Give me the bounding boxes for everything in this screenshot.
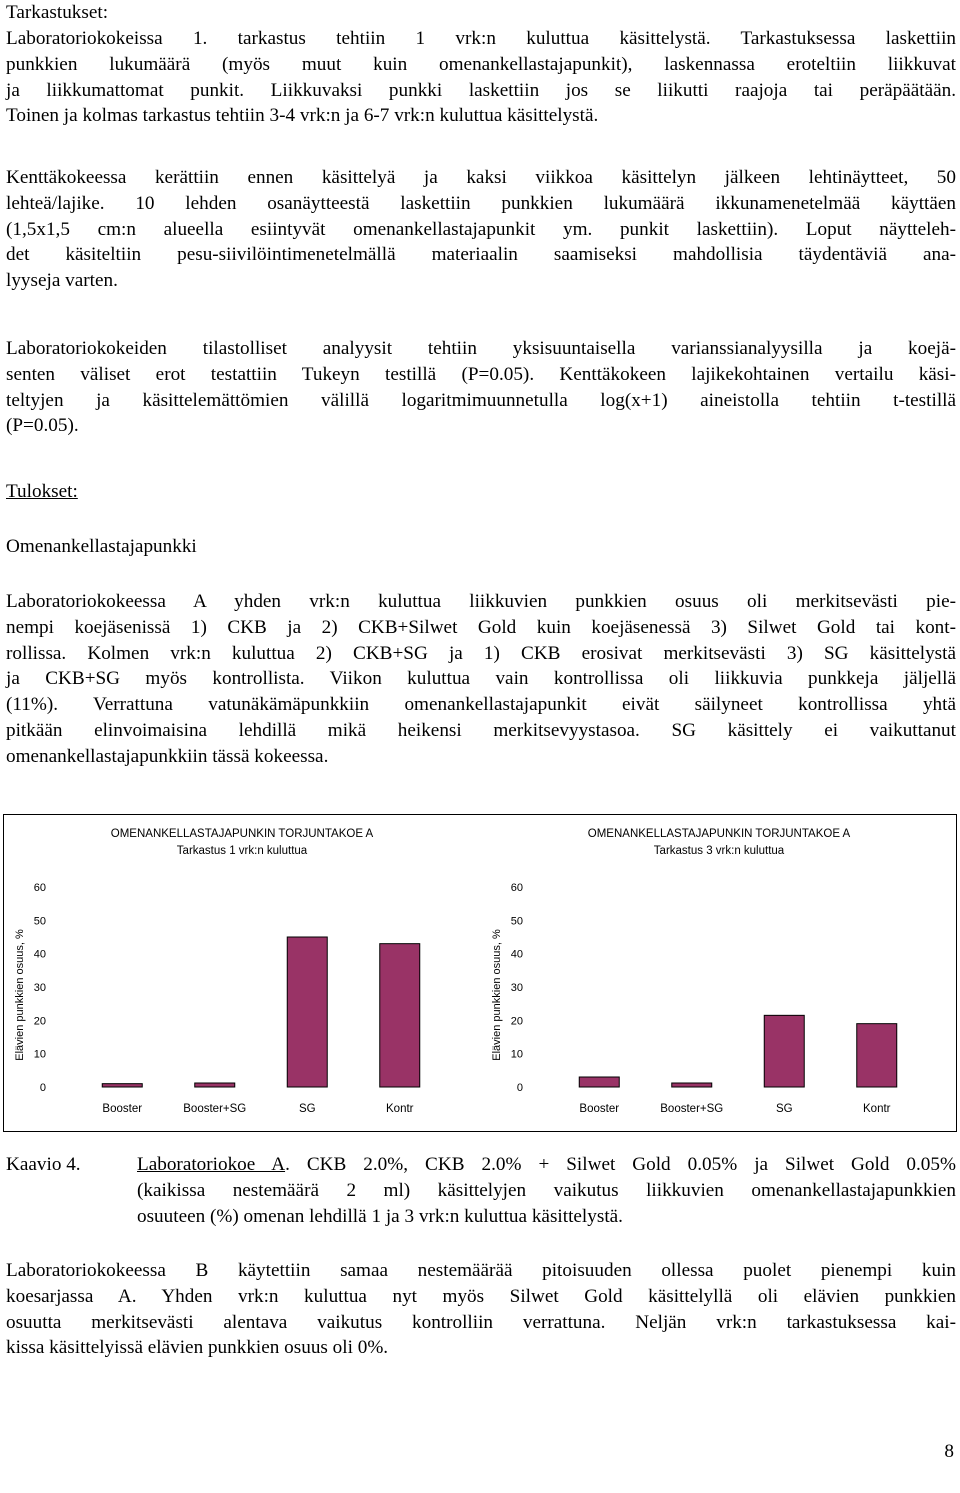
y-tick-label: 0	[39, 1082, 46, 1094]
text-line: ja liikkumattomat punkit. Liikkuvaksi punkki laskettiin jos se liikutti raajoja tai peräpäätään.	[6, 79, 956, 101]
caption-line: (kaikissa nestemäärä 2 ml) käsittelyjen vaikutus liikkuvien omenankellastajapunkkien	[137, 1179, 956, 1201]
text-line: rollissa. Kolmen vrk:n kuluttua 2) CKB+SG ja 1) CKB erosivat merkitsevästi 3) SG käsittelystä	[6, 642, 956, 664]
chart-right	[481, 815, 958, 1131]
chart-right-svg	[481, 815, 958, 1131]
x-tick-label: SG	[298, 1103, 316, 1115]
y-tick-label: 60	[33, 882, 46, 894]
bar	[287, 937, 327, 1087]
x-tick-label: Booster+SG	[660, 1103, 724, 1115]
bar	[195, 1083, 235, 1087]
chart-title: OMENANKELLASTAJAPUNKIN TORJUNTAKOE A	[587, 828, 851, 840]
figure-box	[3, 814, 957, 1132]
x-tick-label: Booster+SG	[183, 1103, 247, 1115]
chart-subtitle: Tarkastus 3 vrk:n kuluttua	[653, 845, 785, 857]
chart-title: OMENANKELLASTAJAPUNKIN TORJUNTAKOE A	[110, 828, 374, 840]
text-line: senten väliset erot testattiin Tukeyn testillä (P=0.05). Kenttäkokeen lajikekohtainen vertailu käsi-	[6, 363, 956, 385]
figure-caption	[137, 1152, 956, 1229]
text-line: osuutta merkitsevästi alentava vaikutus kontrolliin verrattuna. Neljän vrk:n tarkastuksessa kai-	[6, 1311, 956, 1333]
text-line: Toinen ja kolmas tarkastus tehtiin 3-4 vrk:n ja 6-7 vrk:n kuluttua käsittelystä.	[6, 105, 599, 127]
paragraph-kenttakoe	[6, 165, 956, 294]
text-line: koesarjassa A. Yhden vrk:n kuluttua nyt myös Silwet Gold käsittelyllä oli elävien punkkien	[6, 1285, 956, 1307]
x-tick-label: Booster	[579, 1103, 620, 1115]
text-line: pitkään elinvoimaisina lehdillä mikä heikensi merkitsevyystasoa. SG käsittely ei vaikuttanut	[6, 719, 956, 741]
text-line: Laboratoriokokeessa B käytettiin samaa nestemäärää pitoisuuden ollessa puolet pienempi kuin	[6, 1260, 956, 1281]
text-line: (P=0.05).	[6, 415, 79, 437]
text-line: nempi koejäsenissä 1) CKB ja 2) CKB+Silwet Gold kuin koejäsenessä 3) Silwet Gold tai kont-	[6, 616, 956, 638]
text-line: omenankellastajapunkkiin tässä kokeessa.	[6, 745, 329, 767]
text-line: lehteä/lajike. 10 lehden osanäytteestä laskettiin punkkien lukumäärä ikkunamenetelmää käyttäen	[6, 192, 956, 214]
paragraph-tilastot	[6, 336, 956, 439]
caption-line: osuuteen (%) omenan lehdillä 1 ja 3 vrk:n kuluttua käsittelystä.	[137, 1205, 623, 1227]
paragraph-koe-a	[6, 589, 956, 770]
section-title-tarkastukset: Tarkastukset:	[6, 2, 109, 23]
page-number: 8	[944, 1441, 954, 1462]
text-line: (1,5x1,5 cm:n alueella esiintyvät omenankellastajapunkit ym. punkit laskettiin). Loput näytteleh-	[6, 218, 956, 240]
text-line: Laboratoriokokeessa A yhden vrk:n kuluttua liikkuvien punkkien osuus oli merkitsevästi pie-	[6, 591, 956, 612]
x-tick-label: Booster	[102, 1103, 143, 1115]
y-tick-label: 10	[510, 1048, 523, 1061]
chart-left-svg	[4, 815, 481, 1131]
y-tick-label: 30	[510, 982, 523, 994]
page	[6, 0, 956, 1493]
bar	[102, 1084, 142, 1087]
text-line: teltyjen ja käsittelemättömien välillä logaritmimuunnetulla log(x+1) aineistolla tehtiin t-testillä	[6, 389, 956, 411]
y-tick-label: 40	[33, 948, 46, 961]
text-line: det käsiteltiin pesu-siivilöintimenetelmällä materiaalin saamiseksi mahdollisia täydentäviä ana-	[6, 244, 956, 266]
text-line: ja CKB+SG myös kontrollista. Viikon kuluttua vain kontrollissa oli liikkuvia punkkeja jäljellä	[6, 668, 956, 690]
y-tick-label: 50	[33, 915, 46, 928]
chart-left	[4, 815, 481, 1131]
y-tick-label: 10	[33, 1048, 46, 1061]
x-tick-label: Kontr	[386, 1103, 414, 1115]
y-tick-label: 0	[516, 1082, 523, 1094]
text-line: Laboratoriokokeiden tilastolliset analyysit tehtiin yksisuuntaisella varianssianalyysilla ja koejä-	[6, 338, 956, 359]
text-line: punkkien lukumäärä (myös muut kuin omenankellastajapunkit), laskennassa eroteltiin liikkuvat	[6, 53, 956, 75]
figure-caption-label: Kaavio 4.	[6, 1154, 81, 1175]
chart-subtitle: Tarkastus 1 vrk:n kuluttua	[176, 845, 308, 857]
x-tick-label: SG	[775, 1103, 793, 1115]
caption-line	[137, 1152, 956, 1178]
y-axis-label: Elävien punkkien osuus, %	[14, 929, 26, 1061]
y-axis-label: Elävien punkkien osuus, %	[491, 929, 503, 1061]
text-line: Laboratoriokokeissa 1. tarkastus tehtiin 1 vrk:n kuluttua käsittelystä. Tarkastuksessa laskettiin	[6, 28, 956, 49]
text-line: (11%). Verrattuna vatunäkämäpunkkiin omenankellastajapunkit eivät säilyneet kontrollissa yhtä	[6, 694, 956, 716]
bar	[579, 1077, 619, 1087]
text-line: kissa käsittelyissä elävien punkkien osuus oli 0%.	[6, 1337, 389, 1359]
y-tick-label: 20	[510, 1015, 523, 1028]
text-line: lyyseja varten.	[6, 270, 118, 292]
bar	[857, 1024, 897, 1087]
caption-rest: . CKB 2.0%, CKB 2.0% + Silwet Gold 0.05% ja Silwet Gold 0.05%	[285, 1154, 956, 1175]
paragraph-koe-b	[6, 1258, 956, 1361]
section-title-tulokset: Tulokset:	[6, 481, 78, 502]
y-tick-label: 30	[33, 982, 46, 994]
y-tick-label: 60	[510, 882, 523, 894]
y-tick-label: 20	[33, 1015, 46, 1028]
bar	[672, 1083, 712, 1087]
y-tick-label: 40	[510, 948, 523, 961]
bar	[380, 944, 420, 1087]
section-title-omenankellastajapunkki: Omenankellastajapunkki	[6, 536, 197, 557]
x-tick-label: Kontr	[863, 1103, 891, 1115]
text-line: Kenttäkokeessa kerättiin ennen käsittelyä ja kaksi viikkoa käsittelyn jälkeen lehtinäytteet, 50	[6, 167, 956, 188]
caption-underlined-title: Laboratoriokoe A	[137, 1154, 286, 1175]
y-tick-label: 50	[510, 915, 523, 928]
paragraph-tarkastukset	[6, 26, 956, 129]
bar	[764, 1015, 804, 1087]
